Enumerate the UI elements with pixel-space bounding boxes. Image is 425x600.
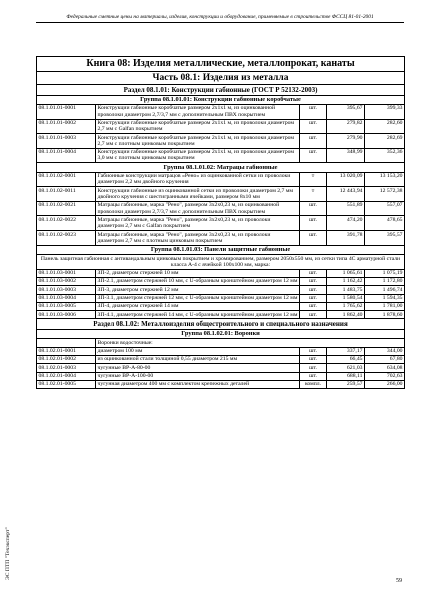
resource-description: чугунные ВР-А-100-00: [96, 372, 300, 380]
empty-code-cell: [37, 339, 96, 347]
resource-description: Матрацы габионные, марка "Рено", размером 3х2х0,23 м, из оцинкованной проволоки диаметром 2,7/3,7 мм с дополнительным ПВХ покрытием: [96, 201, 300, 216]
part-title: Часть 08.1: Изделия из металла: [37, 72, 405, 85]
price-release: 337,17: [327, 347, 365, 355]
price-estimate: 282,60: [365, 119, 405, 134]
price-release: 551,89: [327, 201, 365, 216]
group-row: [37, 95, 405, 104]
unit-of-measure: шт.: [300, 269, 327, 277]
table-row: [37, 201, 405, 216]
price-release: 12 443,94: [327, 187, 365, 202]
price-estimate: 1 594,35: [365, 294, 405, 302]
table-row: [37, 119, 405, 134]
book-title-row: [37, 57, 405, 72]
section-title: Раздел 08.1.02: Металлоизделия общестроительного и специального назначения: [37, 319, 405, 330]
price-release: 259,57: [327, 380, 365, 388]
unit-of-measure: шт.: [300, 216, 327, 231]
unit-of-measure: шт.: [300, 364, 327, 372]
resource-description: ЗП-2.1, диаметром стержней 10 мм, с U-образным кронштейном диаметром 12 мм: [97, 278, 298, 285]
price-estimate: 344,00: [365, 347, 405, 355]
resource-code: 08.1.02.01-0004: [37, 372, 96, 380]
price-release: 1 580,54: [327, 294, 365, 302]
group-title: Группа 08.1.01.02: Матрацы габионные: [37, 163, 405, 172]
price-release: 1 065,61: [327, 269, 365, 277]
resource-code: 08.1.01.01-0003: [37, 134, 96, 149]
resource-description: диаметром 100 мм: [96, 347, 300, 355]
unit-of-measure: шт.: [300, 311, 327, 319]
price-estimate: 634,08: [365, 364, 405, 372]
unit-of-measure: шт.: [300, 201, 327, 216]
table-row: [37, 216, 405, 231]
unit-of-measure: шт.: [300, 294, 327, 302]
running-header: Федеральные сметные цены на материалы, изделия, конструкции и оборудование, применяемые в строительстве ФССЦ 81-01-2001: [36, 14, 404, 23]
table-row: [37, 187, 405, 202]
price-estimate: 395,57: [365, 231, 405, 246]
table-row: [37, 364, 405, 372]
side-watermark-text: ЭС ПТП "Техэксперт": [5, 527, 11, 580]
table-row: [37, 302, 405, 310]
table-row: [37, 347, 405, 355]
section-title: Раздел 08.1.01: Конструкции габионные (ГОСТ Р 52132-2003): [37, 85, 405, 96]
resource-code: 08.1.01.03-0003: [37, 286, 96, 294]
subheading-row: [37, 339, 405, 347]
resource-code: 08.1.01.03-0001: [37, 269, 96, 277]
price-table: [36, 56, 405, 389]
unit-of-measure: шт.: [300, 104, 327, 119]
price-release: 1 483,75: [327, 286, 365, 294]
part-title-row: [37, 72, 405, 85]
price-release: 395,67: [327, 104, 365, 119]
price-estimate: 1 496,74: [365, 286, 405, 294]
resource-code: 08.1.02.01-0005: [37, 380, 96, 388]
price-estimate: 1 172,80: [365, 277, 405, 285]
resource-code: 08.1.01.02-0022: [37, 216, 96, 231]
section-row: [37, 319, 405, 330]
resource-description: ЗП-4.1, диаметром стержней 14 мм, с U-образным кронштейном диаметром 12 мм: [97, 311, 298, 318]
group-row: [37, 245, 405, 254]
resource-code: 08.1.01.02-0001: [37, 172, 96, 187]
group-row: [37, 329, 405, 338]
table-row: [37, 286, 405, 294]
unit-of-measure: т: [300, 172, 327, 187]
price-release: 474,20: [327, 216, 365, 231]
resource-description: Конструкции габионные коробчатые размером 2х1х1 м, из проволоки диаметром 3,0 мм с плотным цинковым покрытием: [96, 148, 300, 163]
resource-code: 08.1.01.02-0021: [37, 201, 96, 216]
resource-description: Конструкции габионные коробчатые размером 2х1х1 м, из оцинкованной проволоки диаметром 2,7/3,7 мм с дополнительным ПВХ покрытием: [96, 104, 300, 119]
price-estimate: 399,33: [365, 104, 405, 119]
price-release: 1 162,42: [327, 277, 365, 285]
note-title: Панель защитная габионная с антивандальным цинковым покрытием и хромированием, размером 2050х550 мм, из сетки типа 4С арматурной стали класса А-4 с ячейкой 100х100 мм, марка:: [37, 255, 405, 270]
price-estimate: 702,63: [365, 372, 405, 380]
resource-code: 08.1.01.02-0011: [37, 187, 96, 202]
resource-description: Матрацы габионные, марка "Рено", размером 3х2х0,23 м, из проволоки диаметром 2,7 мм с Galfan покрытием: [96, 216, 300, 231]
table-row: [37, 277, 405, 285]
group-title: Группа 08.1.01.03: Панели защитные габионные: [37, 245, 405, 254]
table-row: [37, 148, 405, 163]
side-watermark: [3, 470, 13, 580]
resource-code: 08.1.01.03-0006: [37, 311, 96, 319]
group-title: Группа 08.1.02.01: Воронки: [37, 329, 405, 338]
unit-of-measure: компл.: [300, 380, 327, 388]
table-row: [37, 380, 405, 388]
resource-description: Конструкции габионные коробчатые размером 2х1х1 м, из проволоки диаметром 2,7 мм с Galfan покрытием: [96, 119, 300, 134]
resource-description: Габионные конструкции матрацов «Рено» из оцинкованной сетки из проволоки диаметром 2,2 мм двойного кручения: [96, 172, 300, 187]
price-release: 688,11: [327, 372, 365, 380]
price-estimate: 266,00: [365, 380, 405, 388]
table-row: [37, 372, 405, 380]
page-number: 59: [396, 578, 402, 584]
price-estimate: 12 572,38: [365, 187, 405, 202]
resource-description: Конструкции габионные из оцинкованной сетки из проволоки диаметром 2,7 мм двойного кручения с шестигранными ячейками, размером 8х10 мм: [96, 187, 300, 202]
table-row: [37, 231, 405, 246]
price-release: 279,90: [327, 134, 365, 149]
section-row: [37, 85, 405, 96]
resource-code: 08.1.01.02-0023: [37, 231, 96, 246]
price-estimate: 352,36: [365, 148, 405, 163]
price-release: 66,45: [327, 355, 365, 363]
price-release: 1 765,62: [327, 302, 365, 310]
resource-code: 08.1.02.01-0003: [37, 364, 96, 372]
resource-description: чугунные ВР-А-80-00: [96, 364, 300, 372]
subheading-text: Воронки водосточные:: [96, 339, 405, 347]
unit-of-measure: шт.: [300, 372, 327, 380]
table-row: [37, 104, 405, 119]
resource-code: 08.1.01.03-0002: [37, 277, 96, 285]
group-row: [37, 163, 405, 172]
unit-of-measure: шт.: [300, 286, 327, 294]
resource-code: 08.1.01.03-0005: [37, 302, 96, 310]
unit-of-measure: шт.: [300, 347, 327, 355]
price-release: 1 862,40: [327, 311, 365, 319]
price-estimate: 1 781,00: [365, 302, 405, 310]
price-estimate: 557,07: [365, 201, 405, 216]
resource-description: ЗП-4, диаметром стержней 14 мм: [96, 302, 300, 310]
unit-of-measure: шт.: [300, 355, 327, 363]
resource-code: 08.1.01.03-0004: [37, 294, 96, 302]
price-estimate: 282,69: [365, 134, 405, 149]
price-release: 391,78: [327, 231, 365, 246]
resource-description: из оцинкованной стали толщиной 0,55 диаметром 215 мм: [96, 355, 300, 363]
unit-of-measure: шт.: [300, 231, 327, 246]
price-estimate: 1 075,19: [365, 269, 405, 277]
unit-of-measure: шт.: [300, 148, 327, 163]
unit-of-measure: шт.: [300, 119, 327, 134]
price-release: 13 020,09: [327, 172, 365, 187]
table-row: [37, 134, 405, 149]
resource-code: 08.1.02.01-0002: [37, 355, 96, 363]
table-row: [37, 355, 405, 363]
unit-of-measure: шт.: [300, 134, 327, 149]
resource-description: Матрацы габионные, марка "Рено", размером 3х2х0,23 м, из проволоки диаметром 2,7 мм с плотным цинковым покрытием: [96, 231, 300, 246]
resource-code: 08.1.01.01-0004: [37, 148, 96, 163]
unit-of-measure: шт.: [300, 302, 327, 310]
price-estimate: 1 878,60: [365, 311, 405, 319]
resource-code: 08.1.02.01-0001: [37, 347, 96, 355]
table-row: [37, 294, 405, 302]
unit-of-measure: т: [300, 187, 327, 202]
book-title: Книга 08: Изделия металлические, металлопрокат, канаты: [37, 57, 405, 72]
note-row: [37, 255, 405, 270]
group-title: Группа 08.1.01.01: Конструкции габионные коробчатые: [37, 95, 405, 104]
resource-description: чугунная диаметром 400 мм с комплектом крепежных деталей: [96, 380, 300, 388]
price-release: 348,99: [327, 148, 365, 163]
price-estimate: 67,80: [365, 355, 405, 363]
resource-code: 08.1.01.01-0001: [37, 104, 96, 119]
price-estimate: 13 153,20: [365, 172, 405, 187]
resource-description: ЗП-2, диаметром стержней 10 мм: [96, 269, 300, 277]
unit-of-measure: шт.: [300, 277, 327, 285]
resource-description: ЗП-3.1, диаметром стержней 12 мм, с U-образным кронштейном диаметром 12 мм: [97, 295, 298, 302]
price-release: 279,82: [327, 119, 365, 134]
price-table-body: [37, 57, 405, 389]
price-estimate: 478,65: [365, 216, 405, 231]
table-row: [37, 311, 405, 319]
resource-description: Конструкции габионные коробчатые размером 2х1х1 м, из проволоки диаметром 2,7 мм с плотным цинковым покрытием: [96, 134, 300, 149]
table-row: [37, 269, 405, 277]
resource-code: 08.1.01.01-0002: [37, 119, 96, 134]
resource-description: ЗП-3, диаметром стержней 12 мм: [96, 286, 300, 294]
price-release: 621,03: [327, 364, 365, 372]
table-row: [37, 172, 405, 187]
